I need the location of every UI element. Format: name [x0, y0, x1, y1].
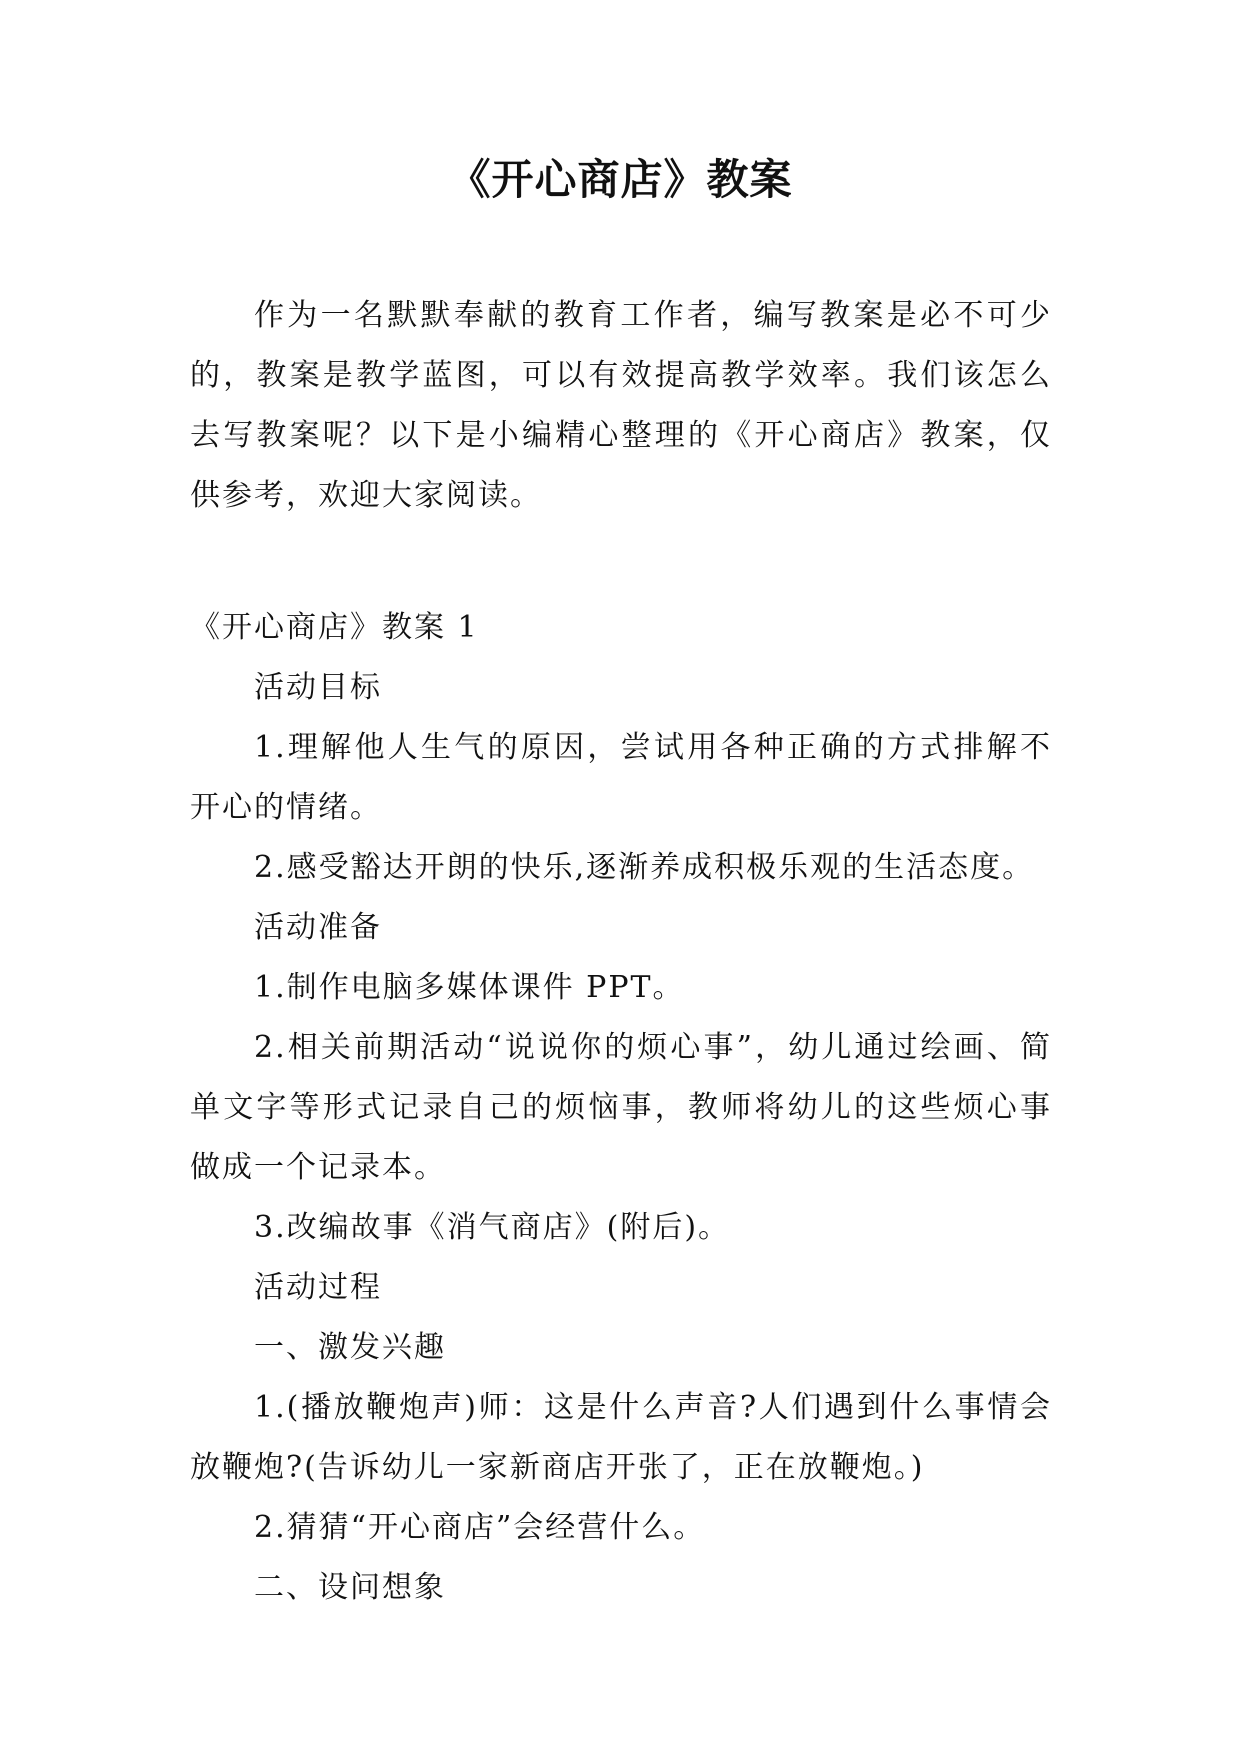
- preparation-item-2: 2.相关前期活动“说说你的烦心事”，幼儿通过绘画、简单文字等形式记录自己的烦恼事，教师将幼儿的这些烦心事做成一个记录本。: [190, 1030, 1052, 1185]
- intro-paragraph: 作为一名默默奉献的教育工作者，编写教案是必不可少的，教案是教学蓝图，可以有效提高教学效率。我们该怎么去写教案呢？以下是小编精心整理的《开心商店》教案，仅供参考，欢迎大家阅读。: [190, 298, 1052, 513]
- goal-item-1: 1.理解他人生气的原因，尝试用各种正确的方式排解不开心的情绪。: [190, 730, 1052, 825]
- process-item-2: 2.猜猜“开心商店”会经营什么。: [254, 1510, 706, 1545]
- preparation-item-1: 1.制作电脑多媒体课件 PPT。: [254, 970, 685, 1005]
- preparation-item-3: 3.改编故事《消气商店》(附后)。: [254, 1210, 731, 1245]
- subheading-activity-goals: 活动目标: [254, 670, 382, 705]
- process-step-heading-1: 一、激发兴趣: [254, 1330, 446, 1365]
- document-body: [190, 286, 1052, 1618]
- document-title: 《开心商店》教案: [448, 155, 793, 204]
- section-heading: 《开心商店》教案 1: [190, 610, 479, 645]
- goal-item-2: 2.感受豁达开朗的快乐,逐渐养成积极乐观的生活态度。: [254, 850, 1035, 885]
- subheading-activity-process: 活动过程: [254, 1270, 382, 1305]
- process-step-heading-2: 二、设问想象: [254, 1570, 446, 1605]
- subheading-activity-preparation: 活动准备: [254, 910, 382, 945]
- process-item-1: 1.(播放鞭炮声)师：这是什么声音?人们遇到什么事情会放鞭炮?(告诉幼儿一家新商店开张了，正在放鞭炮。): [190, 1390, 1052, 1485]
